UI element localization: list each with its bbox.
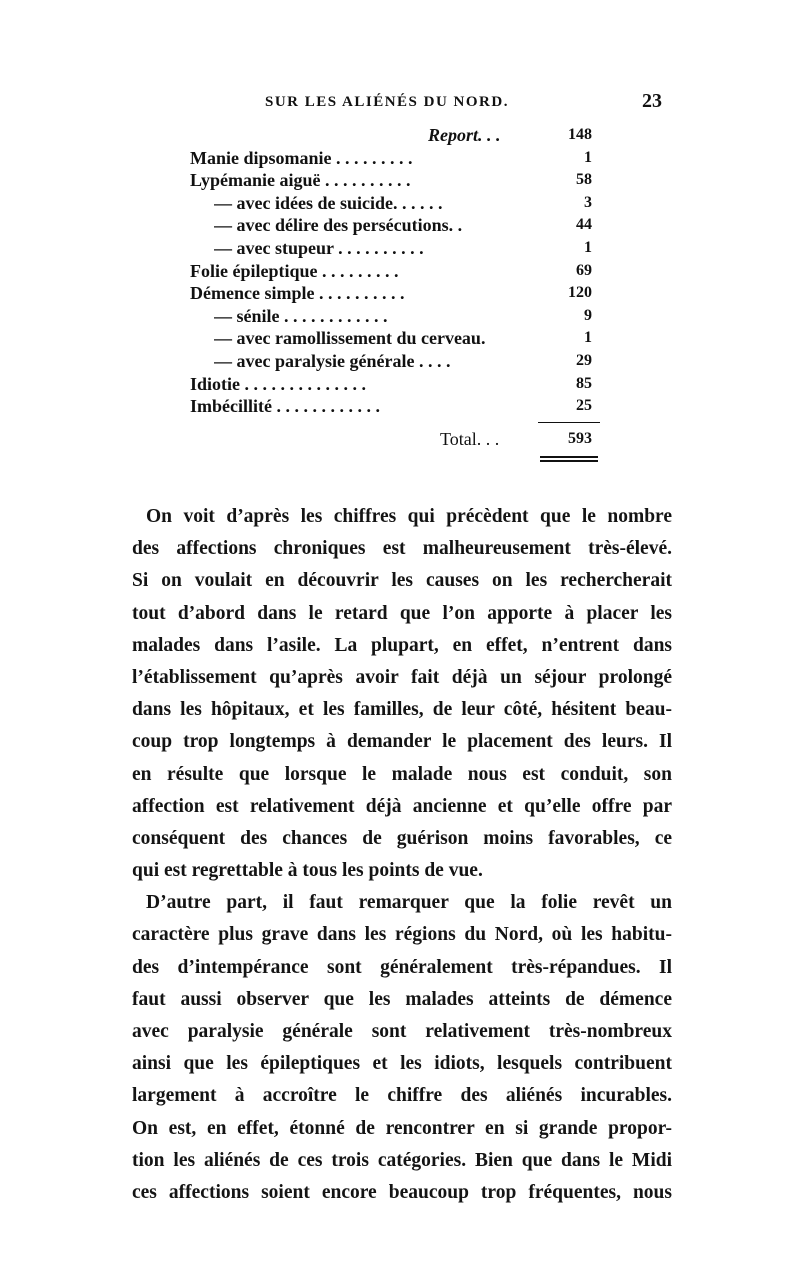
text-line: en résulte que lorsque le malade nous est conduit, son [132, 763, 672, 785]
table-row [190, 169, 600, 192]
row-value: 58 [576, 171, 592, 189]
table-row [190, 237, 600, 260]
row-label: Idiotie . . . . . . . . . . . . . . [190, 373, 367, 394]
statistics-table [190, 124, 600, 462]
page-number: 23 [642, 90, 662, 112]
table-row [190, 147, 600, 170]
row-label: — avec délire des persécutions. . [214, 215, 463, 236]
text-line: dans les hôpitaux, et les familles, de leur côté, hésitent beau- [132, 699, 672, 721]
total-row [190, 424, 600, 454]
row-value: 9 [584, 306, 592, 324]
row-value: 25 [576, 397, 592, 415]
row-label: Démence simple . . . . . . . . . . [190, 283, 405, 304]
running-head [130, 90, 670, 116]
text-line: tout d’abord dans le retard que l’on apporte à placer les [132, 602, 672, 624]
running-title: SUR LES ALIÉNÉS DU NORD. [265, 94, 509, 110]
row-label: — avec idées de suicide. . . . . . [214, 192, 443, 213]
row-value: 120 [568, 284, 592, 302]
table-row [190, 395, 600, 418]
table-row [190, 282, 600, 305]
row-value: 69 [576, 261, 592, 279]
body-text [132, 501, 672, 1209]
text-line: conséquent des chances de guérison moins favorables, ce [132, 827, 672, 849]
total-label: Total. . . [440, 428, 500, 449]
table-row [190, 214, 600, 237]
text-line: l’établissement qu’après avoir fait déjà un séjour prolongé [132, 666, 672, 688]
row-value: 29 [576, 351, 592, 369]
row-value: 3 [584, 193, 592, 211]
text-line: des affections chroniques est malheureusement très-élevé. [132, 538, 672, 560]
text-line: Si on voulait en découvrir les causes on les rechercherait [132, 570, 672, 592]
text-line: On est, en effet, étonné de rencontrer en si grande propor- [132, 1117, 672, 1139]
table-row [190, 305, 600, 328]
row-label: — avec stupeur . . . . . . . . . . [214, 237, 424, 258]
row-value: 85 [576, 374, 592, 392]
text-line: des d’intempérance sont généralement très-répandues. Il [132, 956, 672, 978]
text-line: faut aussi observer que les malades atteints de démence [132, 988, 672, 1010]
report-row [190, 124, 600, 147]
text-line: qui est regrettable à tous les points de vue. [132, 860, 483, 882]
text-line: D’autre part, il faut remarquer que la folie revêt un [146, 892, 672, 914]
row-value: 44 [576, 216, 592, 234]
double-rule [190, 454, 600, 462]
text-line: tion les aliénés de ces trois catégories. Bien que dans le Midi [132, 1149, 672, 1171]
text-line: affection est relativement déjà ancienne et qu’elle offre par [132, 795, 672, 817]
row-label: Lypémanie aiguë . . . . . . . . . . [190, 170, 411, 191]
report-label: Report. . . [428, 125, 501, 145]
table-row [190, 350, 600, 373]
text-line: On voit d’après les chiffres qui précèdent que le nombre [146, 506, 672, 527]
table-row [190, 373, 600, 396]
row-value: 1 [584, 329, 592, 347]
total-value: 593 [568, 429, 592, 447]
table-row [190, 192, 600, 215]
row-label: Folie épileptique . . . . . . . . . [190, 260, 399, 281]
text-line: ainsi que les épileptiques et les idiots, lesquels contribuent [132, 1053, 672, 1075]
row-label: Imbécillité . . . . . . . . . . . . [190, 396, 380, 417]
row-value: 1 [584, 238, 592, 256]
text-line: avec paralysie générale sont relativement très-nombreux [132, 1021, 672, 1042]
text-line: caractère plus grave dans les régions du Nord, où les habitu- [132, 924, 672, 946]
row-label: — sénile . . . . . . . . . . . . [214, 305, 388, 326]
row-label: — avec ramollissement du cerveau. [214, 328, 486, 349]
row-label: Manie dipsomanie . . . . . . . . . [190, 147, 413, 168]
text-line: malades dans l’asile. La plupart, en effet, n’entrent dans [132, 634, 672, 656]
text-line: largement à accroître le chiffre des aliénés incurables. [132, 1085, 672, 1107]
table-row [190, 327, 600, 350]
report-value: 148 [568, 126, 592, 143]
text-line: ces affections soient encore beaucoup trop fréquentes, nous [132, 1181, 672, 1203]
text-line: coup trop longtemps à demander le placement des leurs. Il [132, 731, 672, 753]
row-value: 1 [584, 148, 592, 166]
table-row [190, 260, 600, 283]
row-label: — avec paralysie générale . . . . [214, 350, 451, 371]
